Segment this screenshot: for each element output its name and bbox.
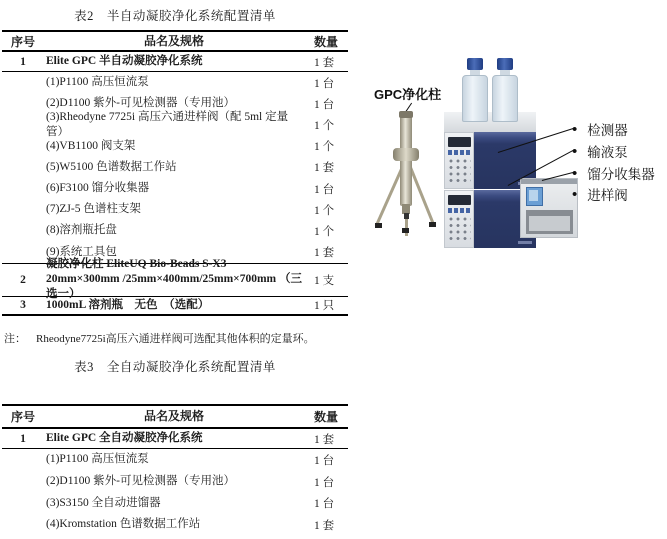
bottle-cap [497,58,513,70]
table2-header-qty: 数量 [314,34,339,49]
unit-tray [529,216,570,231]
callout-label: 馏分收集器 [587,167,655,182]
bullet-icon: • [572,164,578,182]
gpc-column-tip [404,213,409,219]
callout-label: 输液泵 [587,145,628,160]
unit-top-strip [521,179,577,184]
table-row: (1)P1100 高压恒流泵 1 台 [46,76,335,90]
bottle-body [462,75,488,122]
gpc-column-cap [399,111,413,118]
fraction-collector-unit [520,178,578,238]
callout-label: 进样阀 [587,188,628,203]
bullet-icon: • [572,120,578,138]
equipment-photo [360,50,667,265]
footnote-text: Rheodyne7725i高压六通进样阀可选配其他体积的定量环。 [36,333,315,345]
table3-header-qty: 数量 [314,410,339,424]
table-row: (5)W5100 色谱数据工作站 1 套 [46,160,335,175]
table3-title: 表3 全自动凝胶净化系统配置清单 [74,360,276,374]
brand-mark [518,241,532,244]
solvent-tray [444,112,536,134]
bullet-icon: • [572,185,578,203]
callout-pump [572,141,628,161]
callout-label: 检测器 [587,123,628,138]
table-row: (4)VB1100 阀支架 1 个 [46,139,335,154]
row-name-line2: 20mm×300mm /25mm×400mm/25mm×700mm （三选一） [46,273,303,301]
table3-header-no: 序号 [10,410,35,424]
table-row: 3 1000mL 溶剂瓶 无色 （选配） 1 只 [2,297,348,316]
table-row: (9)系统工具包 1 套 [46,245,335,260]
table-row: 1 Elite GPC 半自动凝胶净化系统 1 套 [2,52,348,72]
bottle-cap [467,58,483,70]
unit-screen [526,187,543,206]
keypad [449,159,471,185]
tripod-foot [375,223,382,228]
row-name-line1: 凝胶净化柱 EliteUQ Bio-Beads S-X3 [46,258,227,271]
table2-header-no: 序号 [10,34,35,49]
table2-header-row [2,32,348,52]
control-panel [444,132,474,189]
table-row: 2 凝胶净化柱 EliteUQ Bio-Beads S-X3 20mm×300mm /25mm×400mm/25mm×700mm （三选一） 1 支 [2,263,348,297]
callout-fraction-collector [572,163,655,183]
table2-footnote [4,330,315,346]
footnote-label: 注： [4,333,26,345]
table-row: 1 Elite GPC 全自动凝胶净化系统 1 套 [2,429,348,449]
unit-tray-opening [526,210,573,234]
callout-injection-valve [572,184,628,204]
table3-header-row [2,406,348,429]
function-keys [448,208,471,213]
bottle-body [492,75,518,122]
table-row: (3)Rheodyne 7725i 高压六通进样阀（配 5ml 定量管） 1 个 [46,110,335,138]
table-row: (7)ZJ-5 色谱柱支架 1 个 [46,203,335,217]
function-keys [448,150,471,155]
table3-header-name: 品名及规格 [143,409,204,423]
table2-header-name: 品名及规格 [143,33,204,48]
gpc-column-collar [393,148,419,161]
control-panel [444,190,474,248]
lcd-display [448,137,471,147]
table-row: (6)F3100 馏分收集器 1 台 [46,182,335,196]
table-row: (2)D1100 紫外-可见检测器（专用池） 1 台 [46,475,335,489]
table-row: (1)P1100 高压恒流泵 1 台 [46,453,335,467]
table2 [2,30,348,316]
gpc-column-label: GPC净化柱 [374,87,442,102]
tripod-foot [402,228,409,233]
table3 [2,404,348,536]
bullet-icon: • [572,142,578,160]
lcd-display [448,195,471,205]
tripod-foot [429,222,436,227]
callout-detector [572,119,628,139]
unit-screen-glare [529,190,538,201]
keypad [449,217,471,243]
table2-title: 表2 半自动凝胶净化系统配置清单 [74,9,276,23]
table-row: (4)Kromstation 色谱数据工作站 1 套 [46,518,335,532]
table-row: (2)D1100 紫外-可见检测器（专用池） 1 台 [46,97,335,111]
table-row: (3)S3150 全自动进馏器 1 台 [46,496,335,511]
table-row: (8)溶剂瓶托盘 1 个 [46,224,335,238]
